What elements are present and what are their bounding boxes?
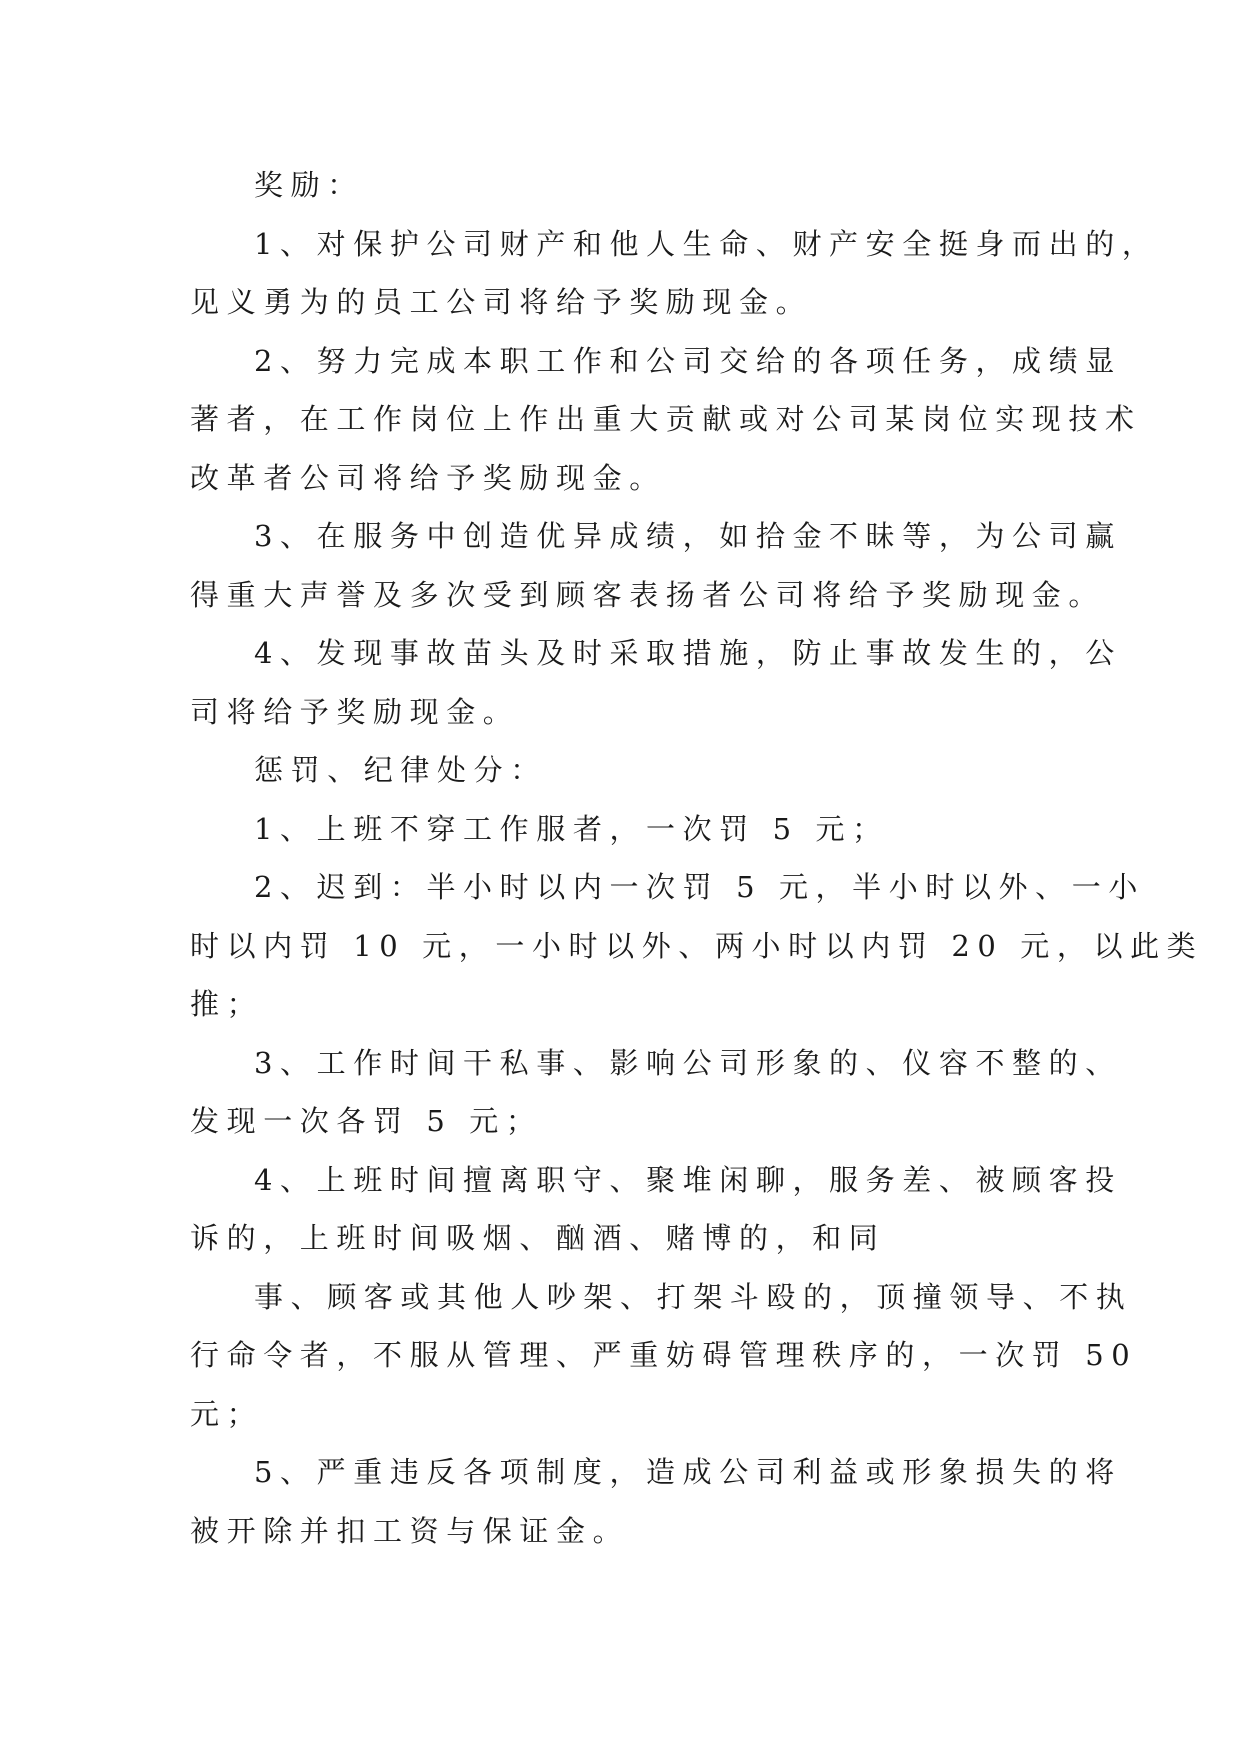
document-body	[190, 156, 1204, 1560]
section-heading-rewards: 奖励：	[254, 168, 364, 202]
penalty-item-4-line: 行命令者，不服从管理、严重妨碍管理秩序的，一次罚 50	[190, 1338, 1138, 1372]
penalty-item-4-line: 诉的，上班时间吸烟、酗酒、赌博的，和同	[190, 1221, 886, 1255]
reward-item-4-line: 4、发现事故苗头及时采取措施，防止事故发生的，公	[254, 636, 1122, 670]
penalty-item-4-line: 事、顾客或其他人吵架、打架斗殴的，顶撞领导、不执	[254, 1279, 1133, 1314]
reward-item-3-line: 得重大声誉及多次受到顾客表扬者公司将给予奖励现金。	[190, 577, 1106, 612]
penalty-item-5-line: 被开除并扣工资与保证金。	[190, 1513, 630, 1548]
penalty-item-4-line: 4、上班时间擅离职守、聚堆闲聊，服务差、被顾客投	[254, 1162, 1122, 1197]
reward-item-2-line: 2、努力完成本职工作和公司交给的各项任务，成绩显	[254, 343, 1122, 378]
penalty-item-3-line: 发现一次各罚 5 元；	[190, 1104, 543, 1138]
penalty-item-1-line: 1、上班不穿工作服者，一次罚 5 元；	[254, 811, 889, 846]
reward-item-2-line: 改革者公司将给予奖励现金。	[190, 460, 666, 495]
penalty-item-2-line: 推；	[190, 987, 264, 1021]
penalty-item-4-line: 元；	[190, 1396, 264, 1431]
penalty-item-2-line: 2、迟到：半小时以内一次罚 5 元，半小时以外、一小	[254, 870, 1145, 904]
reward-item-1-line: 见义勇为的员工公司将给予奖励现金。	[190, 285, 813, 319]
penalty-item-3-line: 3、工作时间干私事、影响公司形象的、仪容不整的、	[254, 1045, 1122, 1080]
reward-item-1-line: 1、对保护公司财产和他人生命、财产安全挺身而出的，	[254, 226, 1159, 261]
penalty-item-2-line: 时以内罚 10 元，一小时以外、两小时以内罚 20 元，以此类	[190, 928, 1204, 963]
penalty-item-5-line: 5、严重违反各项制度，造成公司利益或形象损失的将	[254, 1455, 1122, 1489]
reward-item-4-line: 司将给予奖励现金。	[190, 694, 520, 729]
section-heading-penalties: 惩罚、纪律处分：	[254, 753, 547, 787]
reward-item-2-line: 著者，在工作岗位上作出重大贡献或对公司某岗位实现技术	[190, 402, 1142, 436]
reward-item-3-line: 3、在服务中创造优异成绩，如拾金不昧等，为公司赢	[254, 519, 1122, 553]
